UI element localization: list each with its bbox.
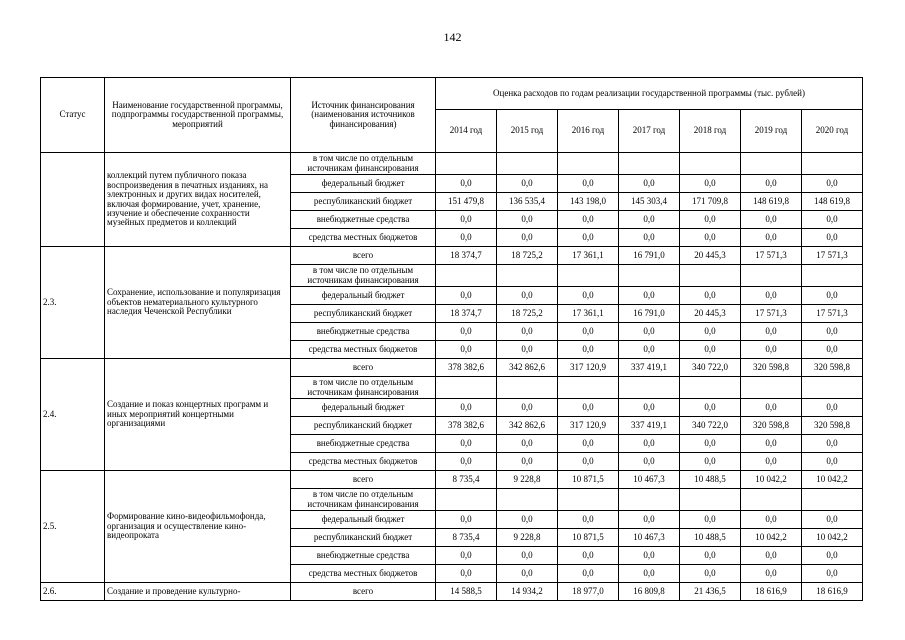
value-cell: 0,0 <box>680 341 741 359</box>
value-cell: 0,0 <box>680 211 741 229</box>
value-cell: 0,0 <box>497 547 558 565</box>
source-cell: средства местных бюджетов <box>291 341 436 359</box>
value-cell <box>680 377 741 399</box>
source-cell: внебюджетные средства <box>291 435 436 453</box>
value-cell: 10 042,2 <box>802 529 863 547</box>
status-cell: 2.6. <box>41 583 105 601</box>
value-cell <box>680 489 741 511</box>
source-cell: федеральный бюджет <box>291 175 436 193</box>
value-cell <box>619 265 680 287</box>
source-cell: всего <box>291 247 436 265</box>
value-cell: 17 571,3 <box>802 305 863 323</box>
value-cell: 0,0 <box>497 323 558 341</box>
value-cell: 16 791,0 <box>619 305 680 323</box>
value-cell: 0,0 <box>497 511 558 529</box>
value-cell: 0,0 <box>741 229 802 247</box>
table-row <box>41 471 863 489</box>
value-cell: 10 042,2 <box>802 471 863 489</box>
value-cell: 8 735,4 <box>436 529 497 547</box>
source-cell: республиканский бюджет <box>291 193 436 211</box>
value-cell: 0,0 <box>558 323 619 341</box>
value-cell: 16 809,8 <box>619 583 680 601</box>
value-cell: 20 445,3 <box>680 247 741 265</box>
value-cell: 18 725,2 <box>497 305 558 323</box>
value-cell <box>741 489 802 511</box>
value-cell: 0,0 <box>680 435 741 453</box>
value-cell: 0,0 <box>619 435 680 453</box>
value-cell: 10 042,2 <box>741 529 802 547</box>
value-cell: 17 361,1 <box>558 305 619 323</box>
status-cell: 2.5. <box>41 471 105 583</box>
source-cell: всего <box>291 471 436 489</box>
value-cell <box>619 489 680 511</box>
value-cell: 0,0 <box>619 211 680 229</box>
source-cell: внебюджетные средства <box>291 323 436 341</box>
value-cell: 0,0 <box>802 211 863 229</box>
value-cell <box>802 153 863 175</box>
value-cell: 0,0 <box>680 565 741 583</box>
value-cell: 17 571,3 <box>802 247 863 265</box>
value-cell: 0,0 <box>619 547 680 565</box>
value-cell: 320 598,8 <box>802 417 863 435</box>
source-cell: всего <box>291 583 436 601</box>
value-cell: 10 871,5 <box>558 529 619 547</box>
header-year: 2017 год <box>619 110 680 153</box>
value-cell: 18 616,9 <box>802 583 863 601</box>
value-cell: 18 374,7 <box>436 247 497 265</box>
value-cell: 0,0 <box>497 341 558 359</box>
value-cell: 20 445,3 <box>680 305 741 323</box>
value-cell: 0,0 <box>558 511 619 529</box>
value-cell: 340 722,0 <box>680 359 741 377</box>
value-cell: 0,0 <box>802 323 863 341</box>
value-cell: 136 535,4 <box>497 193 558 211</box>
value-cell: 320 598,8 <box>741 359 802 377</box>
value-cell: 18 374,7 <box>436 305 497 323</box>
value-cell: 0,0 <box>619 175 680 193</box>
source-cell: в том числе по отдельным источникам финансирования <box>291 153 436 175</box>
value-cell <box>558 265 619 287</box>
value-cell <box>436 377 497 399</box>
value-cell: 0,0 <box>558 435 619 453</box>
value-cell: 171 709,8 <box>680 193 741 211</box>
value-cell <box>741 377 802 399</box>
value-cell: 17 571,3 <box>741 305 802 323</box>
value-cell: 317 120,9 <box>558 359 619 377</box>
source-cell: средства местных бюджетов <box>291 565 436 583</box>
value-cell: 0,0 <box>741 453 802 471</box>
value-cell: 0,0 <box>619 287 680 305</box>
value-cell: 0,0 <box>619 341 680 359</box>
value-cell: 0,0 <box>558 547 619 565</box>
header-year: 2019 год <box>741 110 802 153</box>
value-cell: 0,0 <box>436 211 497 229</box>
value-cell: 0,0 <box>436 229 497 247</box>
value-cell: 0,0 <box>497 175 558 193</box>
source-cell: в том числе по отдельным источникам финансирования <box>291 377 436 399</box>
header-year: 2015 год <box>497 110 558 153</box>
budget-table <box>40 77 863 601</box>
value-cell <box>558 489 619 511</box>
value-cell: 0,0 <box>497 435 558 453</box>
value-cell: 0,0 <box>741 435 802 453</box>
value-cell <box>680 153 741 175</box>
value-cell: 0,0 <box>619 511 680 529</box>
value-cell: 0,0 <box>619 323 680 341</box>
value-cell: 0,0 <box>680 399 741 417</box>
value-cell: 0,0 <box>802 435 863 453</box>
value-cell: 143 198,0 <box>558 193 619 211</box>
value-cell: 16 791,0 <box>619 247 680 265</box>
value-cell: 18 616,9 <box>741 583 802 601</box>
header-source: Источник финансирования (наименования источников финансирования) <box>291 78 436 153</box>
value-cell: 0,0 <box>680 453 741 471</box>
value-cell: 17 361,1 <box>558 247 619 265</box>
value-cell: 148 619,8 <box>802 193 863 211</box>
value-cell <box>497 265 558 287</box>
value-cell: 0,0 <box>741 211 802 229</box>
value-cell <box>436 265 497 287</box>
value-cell: 0,0 <box>436 565 497 583</box>
value-cell: 337 419,1 <box>619 417 680 435</box>
value-cell: 0,0 <box>436 175 497 193</box>
value-cell: 0,0 <box>497 399 558 417</box>
value-cell: 0,0 <box>802 453 863 471</box>
value-cell: 0,0 <box>680 547 741 565</box>
value-cell: 378 382,6 <box>436 359 497 377</box>
source-cell: федеральный бюджет <box>291 399 436 417</box>
value-cell: 10 042,2 <box>741 471 802 489</box>
value-cell: 10 467,3 <box>619 529 680 547</box>
value-cell: 0,0 <box>619 565 680 583</box>
value-cell: 0,0 <box>680 511 741 529</box>
value-cell: 0,0 <box>680 229 741 247</box>
table-row <box>41 153 863 175</box>
value-cell: 0,0 <box>680 287 741 305</box>
page-number: 142 <box>443 30 462 44</box>
value-cell <box>619 153 680 175</box>
value-cell: 0,0 <box>680 323 741 341</box>
value-cell: 0,0 <box>497 211 558 229</box>
value-cell: 0,0 <box>436 287 497 305</box>
source-cell: республиканский бюджет <box>291 417 436 435</box>
header-year: 2018 год <box>680 110 741 153</box>
value-cell: 0,0 <box>741 565 802 583</box>
status-cell: 2.4. <box>41 359 105 471</box>
value-cell: 0,0 <box>558 229 619 247</box>
value-cell: 342 862,6 <box>497 359 558 377</box>
value-cell <box>802 377 863 399</box>
value-cell: 18 977,0 <box>558 583 619 601</box>
header-year: 2014 год <box>436 110 497 153</box>
value-cell: 8 735,4 <box>436 471 497 489</box>
header-year: 2016 год <box>558 110 619 153</box>
value-cell: 0,0 <box>497 453 558 471</box>
source-cell: средства местных бюджетов <box>291 453 436 471</box>
value-cell: 0,0 <box>802 175 863 193</box>
value-cell: 10 488,5 <box>680 529 741 547</box>
table-row <box>41 359 863 377</box>
value-cell: 14 588,5 <box>436 583 497 601</box>
value-cell: 10 871,5 <box>558 471 619 489</box>
value-cell: 0,0 <box>741 399 802 417</box>
value-cell: 0,0 <box>741 287 802 305</box>
value-cell: 0,0 <box>497 229 558 247</box>
value-cell <box>497 377 558 399</box>
value-cell: 0,0 <box>497 565 558 583</box>
header-year: 2020 год <box>802 110 863 153</box>
source-cell: внебюджетные средства <box>291 211 436 229</box>
value-cell <box>436 489 497 511</box>
value-cell <box>802 265 863 287</box>
value-cell: 14 934,2 <box>497 583 558 601</box>
source-cell: федеральный бюджет <box>291 287 436 305</box>
value-cell: 17 571,3 <box>741 247 802 265</box>
table-row <box>41 247 863 265</box>
value-cell: 0,0 <box>558 175 619 193</box>
value-cell: 0,0 <box>436 435 497 453</box>
value-cell: 0,0 <box>558 341 619 359</box>
table-row <box>41 583 863 601</box>
value-cell: 0,0 <box>558 565 619 583</box>
value-cell: 320 598,8 <box>802 359 863 377</box>
value-cell: 151 479,8 <box>436 193 497 211</box>
program-name-cell: Сохранение, использование и популяризация объектов нематериального культурного наследия Чеченской Республики <box>105 247 291 359</box>
value-cell <box>680 265 741 287</box>
header-estimate: Оценка расходов по годам реализации государственной программы (тыс. рублей) <box>436 78 863 110</box>
value-cell <box>802 489 863 511</box>
program-name-cell: коллекций путем публичного показа воспроизведения в печатных изданиях, на электронных и других видах носителей, включая формирование, учет, хранение, изучение и обеспечение сохранности музейных предметов и коллекций <box>105 153 291 247</box>
source-cell: в том числе по отдельным источникам финансирования <box>291 265 436 287</box>
value-cell <box>558 377 619 399</box>
source-cell: республиканский бюджет <box>291 305 436 323</box>
source-cell: всего <box>291 359 436 377</box>
value-cell: 0,0 <box>558 399 619 417</box>
value-cell: 10 467,3 <box>619 471 680 489</box>
value-cell: 18 725,2 <box>497 247 558 265</box>
value-cell: 0,0 <box>680 175 741 193</box>
program-name-cell: Создание и проведение культурно- <box>105 583 291 601</box>
value-cell: 0,0 <box>558 211 619 229</box>
value-cell: 148 619,8 <box>741 193 802 211</box>
value-cell: 9 228,8 <box>497 471 558 489</box>
value-cell: 340 722,0 <box>680 417 741 435</box>
source-cell: республиканский бюджет <box>291 529 436 547</box>
value-cell: 0,0 <box>802 341 863 359</box>
value-cell: 0,0 <box>741 323 802 341</box>
status-cell <box>41 153 105 247</box>
value-cell <box>741 153 802 175</box>
value-cell: 342 862,6 <box>497 417 558 435</box>
value-cell: 0,0 <box>619 399 680 417</box>
source-cell: в том числе по отдельным источникам финансирования <box>291 489 436 511</box>
header-name: Наименование государственной программы, подпрограммы государственной программы, мероприятий <box>105 78 291 153</box>
header-status: Статус <box>41 78 105 153</box>
value-cell: 0,0 <box>558 287 619 305</box>
value-cell <box>497 489 558 511</box>
value-cell: 145 303,4 <box>619 193 680 211</box>
value-cell <box>741 265 802 287</box>
value-cell: 0,0 <box>619 229 680 247</box>
value-cell: 0,0 <box>436 511 497 529</box>
value-cell: 0,0 <box>741 511 802 529</box>
value-cell: 378 382,6 <box>436 417 497 435</box>
value-cell: 0,0 <box>741 175 802 193</box>
value-cell: 10 488,5 <box>680 471 741 489</box>
value-cell: 320 598,8 <box>741 417 802 435</box>
value-cell: 0,0 <box>619 453 680 471</box>
value-cell: 0,0 <box>436 341 497 359</box>
value-cell: 317 120,9 <box>558 417 619 435</box>
value-cell: 0,0 <box>436 323 497 341</box>
program-name-cell: Создание и показ концертных программ и иных мероприятий концертными организациями <box>105 359 291 471</box>
value-cell: 0,0 <box>802 287 863 305</box>
value-cell <box>619 377 680 399</box>
source-cell: средства местных бюджетов <box>291 229 436 247</box>
value-cell: 0,0 <box>741 341 802 359</box>
value-cell: 0,0 <box>558 453 619 471</box>
value-cell: 0,0 <box>436 453 497 471</box>
value-cell: 0,0 <box>802 399 863 417</box>
source-cell: внебюджетные средства <box>291 547 436 565</box>
value-cell: 0,0 <box>497 287 558 305</box>
program-name-cell: Формирование кино-видеофильмофонда, организация и осуществление кино-видеопроката <box>105 471 291 583</box>
value-cell: 0,0 <box>802 229 863 247</box>
value-cell: 0,0 <box>802 565 863 583</box>
value-cell <box>558 153 619 175</box>
value-cell: 0,0 <box>802 547 863 565</box>
value-cell <box>497 153 558 175</box>
value-cell: 337 419,1 <box>619 359 680 377</box>
source-cell: федеральный бюджет <box>291 511 436 529</box>
value-cell: 0,0 <box>741 547 802 565</box>
value-cell <box>436 153 497 175</box>
value-cell: 9 228,8 <box>497 529 558 547</box>
value-cell: 21 436,5 <box>680 583 741 601</box>
value-cell: 0,0 <box>802 511 863 529</box>
status-cell: 2.3. <box>41 247 105 359</box>
value-cell: 0,0 <box>436 399 497 417</box>
value-cell: 0,0 <box>436 547 497 565</box>
